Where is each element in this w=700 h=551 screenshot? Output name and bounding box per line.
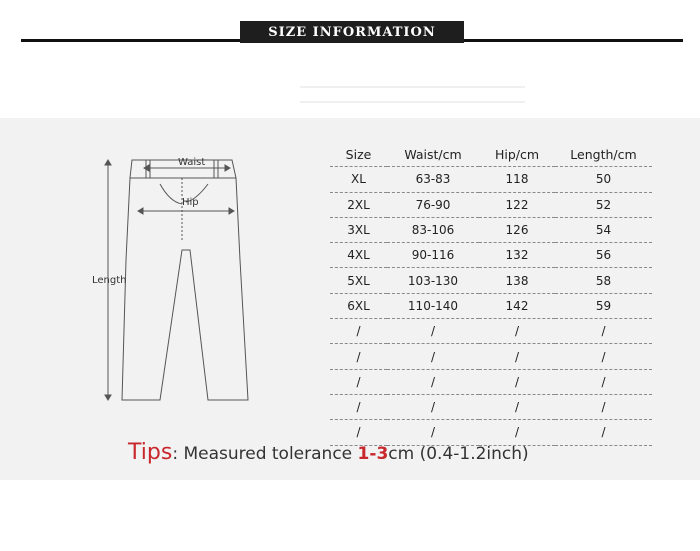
cell-size: / bbox=[330, 394, 387, 419]
table-row bbox=[330, 268, 652, 293]
cell-size: / bbox=[330, 319, 387, 344]
cell-size: 6XL bbox=[330, 293, 387, 318]
cell-hip: 126 bbox=[479, 217, 555, 242]
section-title: SIZE INFORMATION bbox=[240, 21, 464, 43]
length-label: Length bbox=[92, 275, 127, 286]
column-header: Length/cm bbox=[555, 142, 652, 167]
table-row bbox=[330, 217, 652, 242]
cell-hip: 138 bbox=[479, 268, 555, 293]
tips-min: 1 bbox=[357, 444, 370, 464]
cell-hip: 122 bbox=[479, 192, 555, 217]
cell-waist: 110-140 bbox=[387, 293, 479, 318]
cell-size: / bbox=[330, 344, 387, 369]
tips-dash: - bbox=[369, 444, 377, 464]
cell-size: / bbox=[330, 369, 387, 394]
cell-waist: 103-130 bbox=[387, 268, 479, 293]
cell-waist: 90-116 bbox=[387, 243, 479, 268]
cell-waist: / bbox=[387, 394, 479, 419]
cell-length: 58 bbox=[555, 268, 652, 293]
table-row bbox=[330, 369, 652, 394]
cell-length: / bbox=[555, 420, 652, 445]
tolerance-note bbox=[128, 440, 628, 465]
cell-length: 52 bbox=[555, 192, 652, 217]
faint-divider bbox=[300, 86, 525, 88]
tips-prefix: Tips bbox=[128, 440, 173, 465]
table-row bbox=[330, 319, 652, 344]
column-header: Hip/cm bbox=[479, 142, 555, 167]
column-header: Waist/cm bbox=[387, 142, 479, 167]
table-row bbox=[330, 293, 652, 318]
cell-waist: 76-90 bbox=[387, 192, 479, 217]
cell-length: / bbox=[555, 369, 652, 394]
cell-hip: / bbox=[479, 369, 555, 394]
cell-length: / bbox=[555, 394, 652, 419]
cell-waist: / bbox=[387, 344, 479, 369]
cell-waist: / bbox=[387, 369, 479, 394]
cell-length: / bbox=[555, 319, 652, 344]
cell-length: / bbox=[555, 344, 652, 369]
cell-hip: 142 bbox=[479, 293, 555, 318]
tips-max: 3 bbox=[376, 444, 389, 464]
cell-length: 54 bbox=[555, 217, 652, 242]
table-row bbox=[330, 243, 652, 268]
cell-waist: 83-106 bbox=[387, 217, 479, 242]
cell-hip: / bbox=[479, 420, 555, 445]
size-table bbox=[330, 142, 652, 446]
tips-unit-text: cm (0.4-1.2inch) bbox=[388, 444, 529, 464]
tips-text: : Measured tolerance bbox=[172, 444, 358, 464]
table-row bbox=[330, 167, 652, 192]
table-row bbox=[330, 192, 652, 217]
faint-divider bbox=[300, 101, 525, 103]
cell-hip: / bbox=[479, 344, 555, 369]
cell-hip: 118 bbox=[479, 167, 555, 192]
cell-length: 50 bbox=[555, 167, 652, 192]
cell-size: / bbox=[330, 420, 387, 445]
cell-waist: 63-83 bbox=[387, 167, 479, 192]
cell-size: XL bbox=[330, 167, 387, 192]
hip-label: Hip bbox=[182, 197, 199, 208]
table-row bbox=[330, 344, 652, 369]
table-row bbox=[330, 394, 652, 419]
cell-hip: / bbox=[479, 394, 555, 419]
table-header-row bbox=[330, 142, 652, 167]
cell-size: 4XL bbox=[330, 243, 387, 268]
cell-size: 3XL bbox=[330, 217, 387, 242]
cell-size: 2XL bbox=[330, 192, 387, 217]
cell-hip: / bbox=[479, 319, 555, 344]
cell-length: 56 bbox=[555, 243, 652, 268]
cell-hip: 132 bbox=[479, 243, 555, 268]
cell-waist: / bbox=[387, 420, 479, 445]
cell-waist: / bbox=[387, 319, 479, 344]
cell-size: 5XL bbox=[330, 268, 387, 293]
waist-label: Waist bbox=[178, 157, 206, 168]
cell-length: 59 bbox=[555, 293, 652, 318]
column-header: Size bbox=[330, 142, 387, 167]
